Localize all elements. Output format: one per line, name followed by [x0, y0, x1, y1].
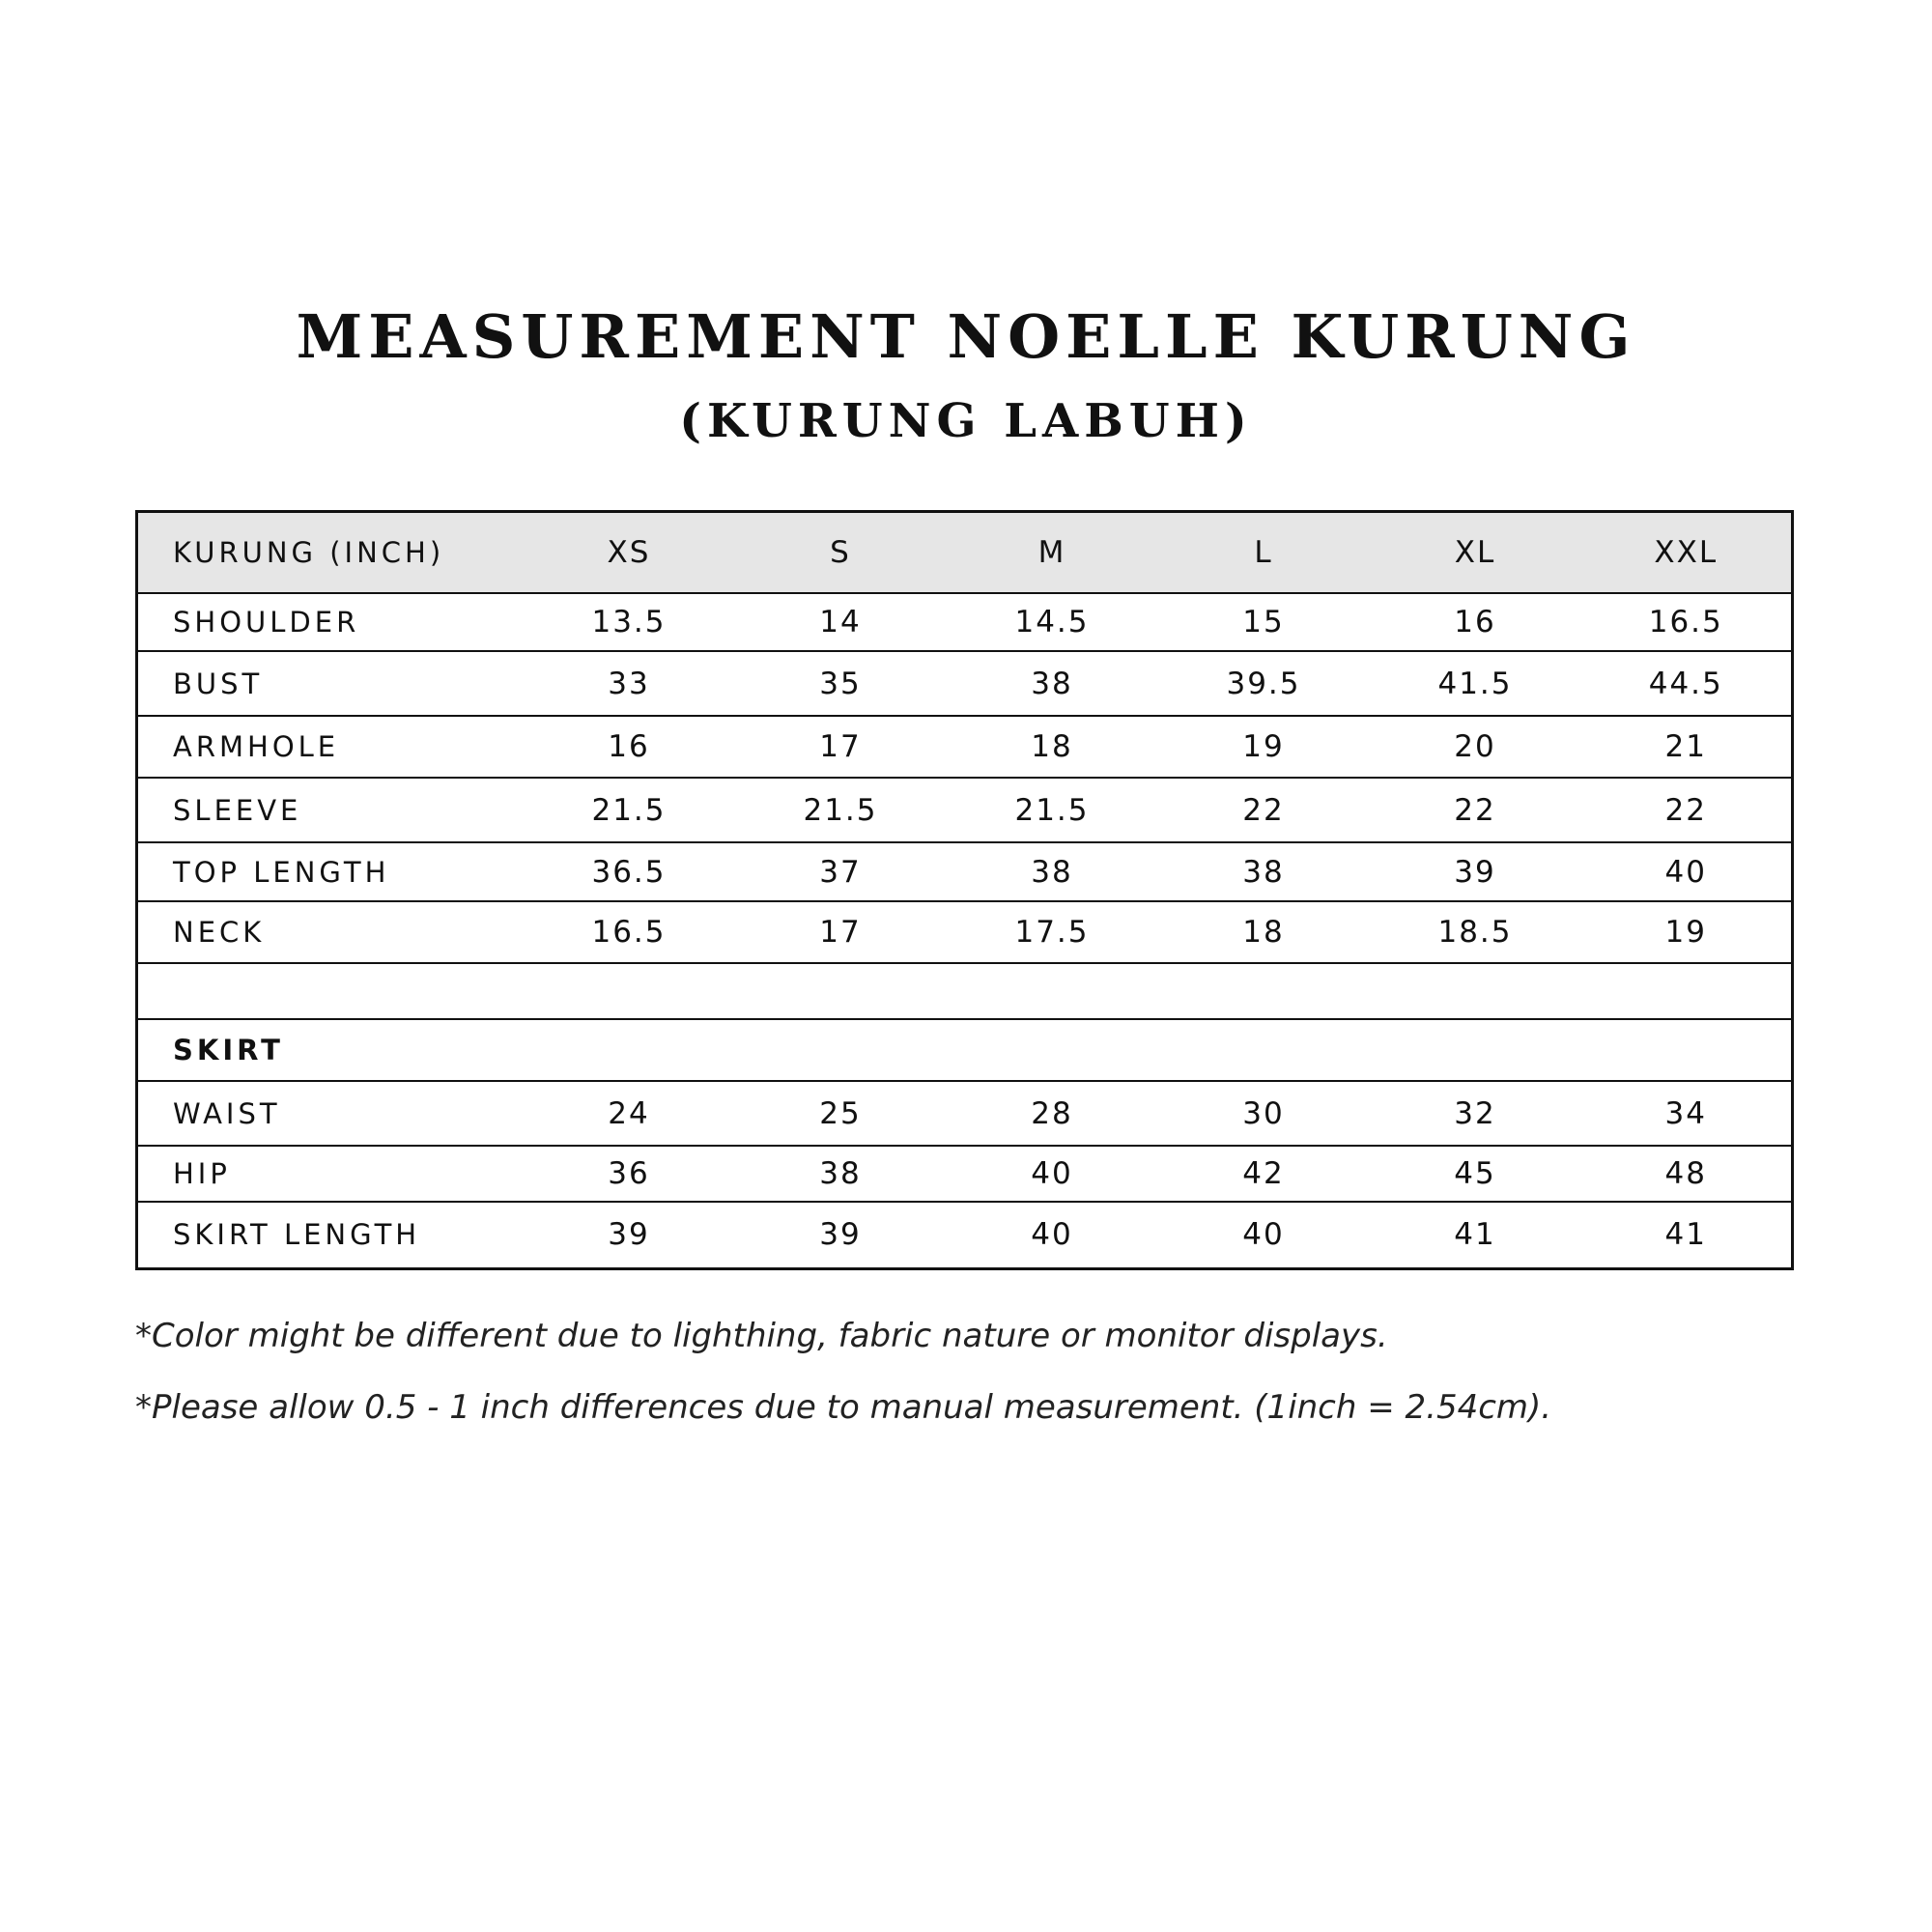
table-cell: 36 — [524, 1146, 735, 1202]
page-subtitle: (KURUNG LABUH) — [679, 394, 1253, 448]
column-header: XXL — [1581, 512, 1793, 594]
table-row — [137, 901, 1793, 963]
table-cell: 20 — [1370, 716, 1581, 778]
table-cell: 21.5 — [524, 778, 735, 842]
row-label: TOP LENGTH — [137, 842, 524, 901]
section-label: SKIRT — [137, 1019, 1793, 1081]
column-header: XS — [524, 512, 735, 594]
table-cell: 19 — [1158, 716, 1370, 778]
table-cell: 21 — [1581, 716, 1793, 778]
table-cell: 13.5 — [524, 593, 735, 651]
table-cell: 22 — [1158, 778, 1370, 842]
table-cell: 28 — [947, 1081, 1158, 1146]
footnote-measurement: *Please allow 0.5 - 1 inch differences due to manual measurement. (1inch = 2.54cm). — [135, 1388, 1552, 1427]
table-cell: 41 — [1370, 1202, 1581, 1268]
table-row — [137, 1202, 1793, 1268]
table-cell: 14.5 — [947, 593, 1158, 651]
table-cell: 48 — [1581, 1146, 1793, 1202]
table-cell: 18 — [947, 716, 1158, 778]
table-cell: 38 — [947, 651, 1158, 716]
table-cell: 40 — [1581, 842, 1793, 901]
table-cell: 40 — [947, 1146, 1158, 1202]
column-header: KURUNG (INCH) — [137, 512, 524, 594]
row-label: HIP — [137, 1146, 524, 1202]
table-row — [137, 1146, 1793, 1202]
table-cell: 39 — [1370, 842, 1581, 901]
row-label: SLEEVE — [137, 778, 524, 842]
table-row — [137, 1081, 1793, 1146]
table-cell: 39 — [735, 1202, 947, 1268]
table-cell: 30 — [1158, 1081, 1370, 1146]
measurement-table — [135, 510, 1794, 1270]
table-cell: 18 — [1158, 901, 1370, 963]
table-row — [137, 842, 1793, 901]
table-cell: 32 — [1370, 1081, 1581, 1146]
column-header: XL — [1370, 512, 1581, 594]
footnote-color: *Color might be different due to lighthing, fabric nature or monitor displays. — [135, 1317, 1388, 1355]
table-header-row — [137, 512, 1793, 594]
table-cell: 17 — [735, 901, 947, 963]
table-cell: 44.5 — [1581, 651, 1793, 716]
table-cell: 39.5 — [1158, 651, 1370, 716]
table-cell: 25 — [735, 1081, 947, 1146]
table-cell: 34 — [1581, 1081, 1793, 1146]
table-cell: 21.5 — [735, 778, 947, 842]
table-cell: 16 — [1370, 593, 1581, 651]
table-cell: 21.5 — [947, 778, 1158, 842]
row-label: SHOULDER — [137, 593, 524, 651]
table-cell: 45 — [1370, 1146, 1581, 1202]
table-cell: 41 — [1581, 1202, 1793, 1268]
column-header: L — [1158, 512, 1370, 594]
table-cell: 39 — [524, 1202, 735, 1268]
table-cell: 38 — [947, 842, 1158, 901]
table-cell: 16.5 — [1581, 593, 1793, 651]
table-cell: 41.5 — [1370, 651, 1581, 716]
table-cell: 16.5 — [524, 901, 735, 963]
table-cell: 33 — [524, 651, 735, 716]
page-title: MEASUREMENT NOELLE KURUNG — [296, 301, 1636, 372]
table-cell: 40 — [947, 1202, 1158, 1268]
table-cell: 17.5 — [947, 901, 1158, 963]
row-label: BUST — [137, 651, 524, 716]
table-cell: 35 — [735, 651, 947, 716]
table-cell: 18.5 — [1370, 901, 1581, 963]
column-header: S — [735, 512, 947, 594]
table-cell: 38 — [735, 1146, 947, 1202]
table-cell: 22 — [1581, 778, 1793, 842]
table-cell: 36.5 — [524, 842, 735, 901]
spacer-cell — [137, 963, 1793, 1019]
row-label: ARMHOLE — [137, 716, 524, 778]
table-cell: 37 — [735, 842, 947, 901]
table-cell: 38 — [1158, 842, 1370, 901]
table-cell: 42 — [1158, 1146, 1370, 1202]
section-row-skirt — [137, 1019, 1793, 1081]
footnotes — [135, 1316, 1551, 1459]
table-cell: 15 — [1158, 593, 1370, 651]
column-header: M — [947, 512, 1158, 594]
table-row — [137, 593, 1793, 651]
table-row — [137, 716, 1793, 778]
table-row — [137, 778, 1793, 842]
table-cell: 22 — [1370, 778, 1581, 842]
row-label: WAIST — [137, 1081, 524, 1146]
table-cell: 17 — [735, 716, 947, 778]
table-cell: 19 — [1581, 901, 1793, 963]
spacer-row — [137, 963, 1793, 1019]
table-cell: 24 — [524, 1081, 735, 1146]
table-row — [137, 651, 1793, 716]
table-cell: 16 — [524, 716, 735, 778]
table-cell: 14 — [735, 593, 947, 651]
row-label: NECK — [137, 901, 524, 963]
table-cell: 40 — [1158, 1202, 1370, 1268]
row-label: SKIRT LENGTH — [137, 1202, 524, 1268]
